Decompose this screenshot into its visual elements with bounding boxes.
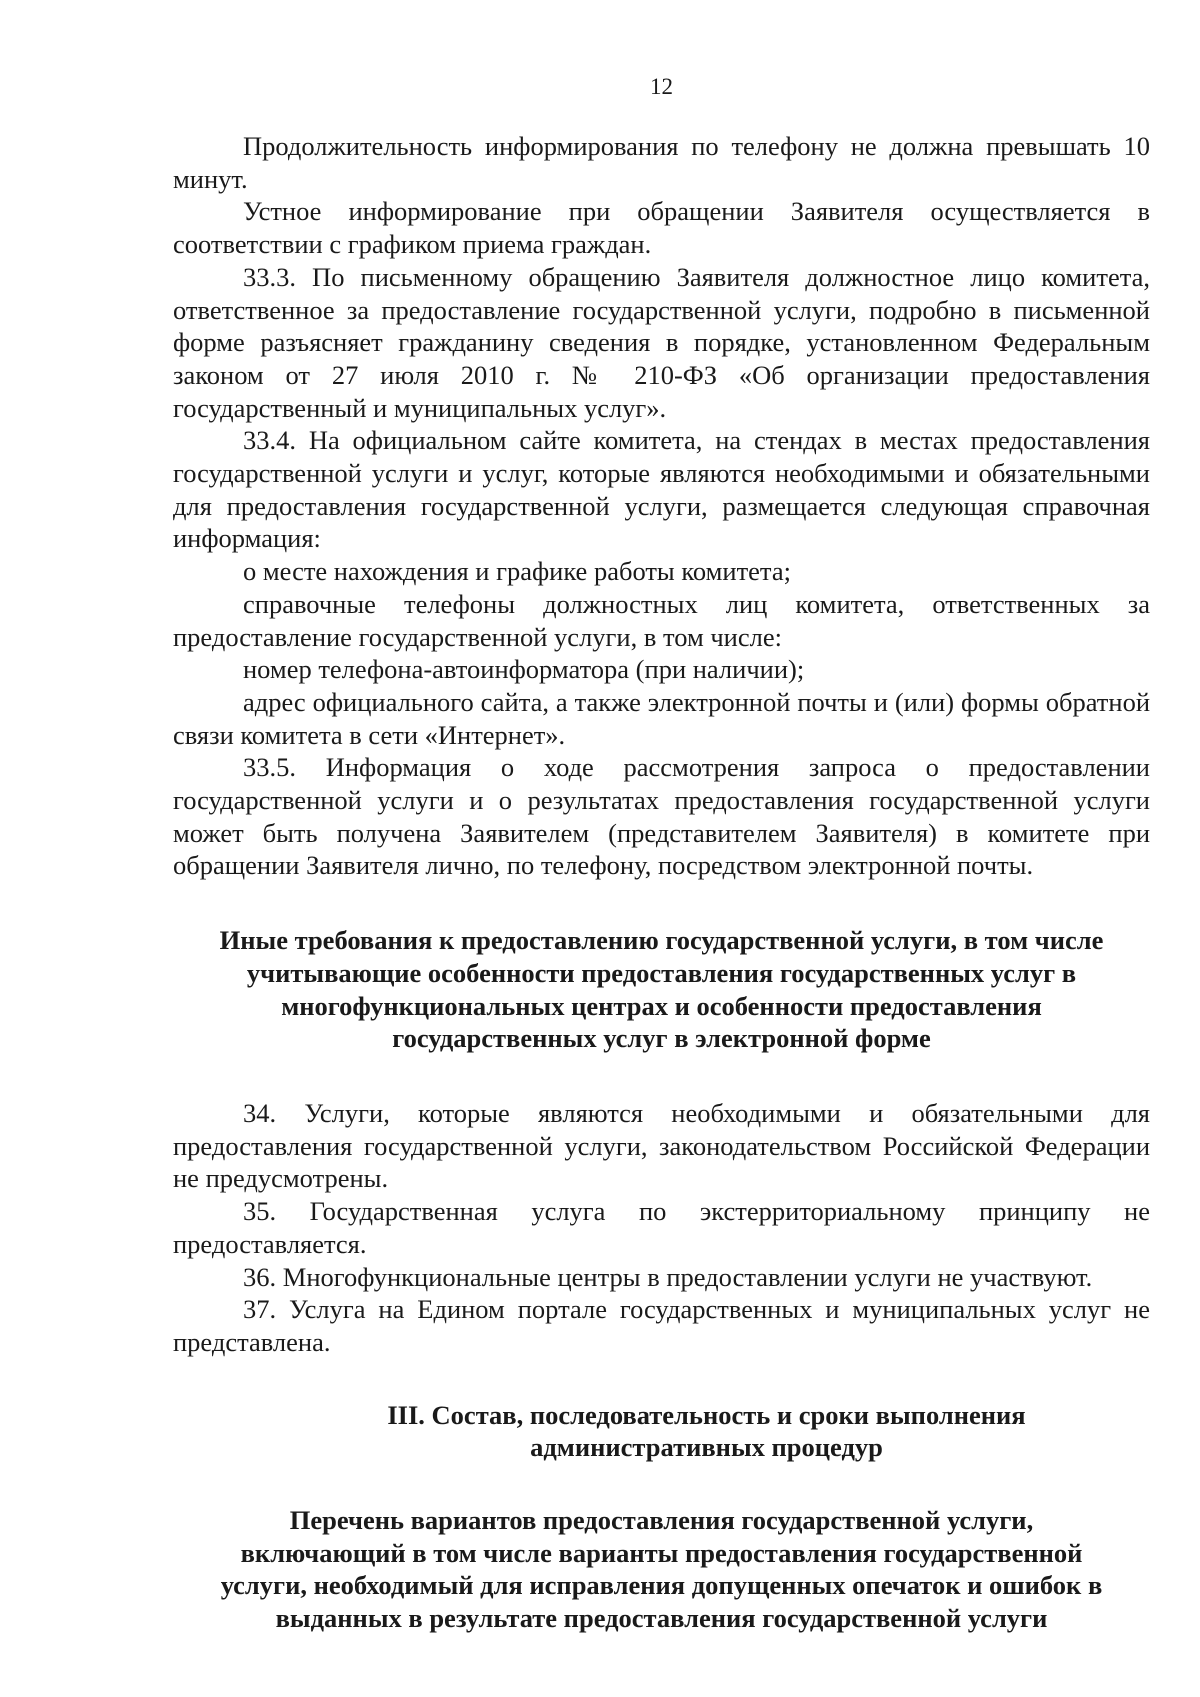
paragraph-33-3: 33.3. По письменному обращению Заявителя должностное лицо комитета, ответственное за предоставление государственной услуги, подробно в письменной форме разъясняет гражданину сведения в порядке, установленном Федеральным законом от 27 июля 2010 г. № 210-ФЗ «Об организации предоставления государственный и муниципальных услуг». <box>173 261 1150 423</box>
heading-variants-list <box>173 1504 1150 1635</box>
heading-line: выданных в результате предоставления государственной услуги <box>275 1603 1048 1634</box>
paragraph-website-address: адрес официального сайта, а также электронной почты и (или) формы обратной связи комитета в сети «Интернет». <box>173 686 1150 750</box>
paragraph-34: 34. Услуги, которые являются необходимыми и обязательными для предоставления государственной услуги, законодательством Российской Федерации не предусмотрены. <box>173 1097 1150 1194</box>
page-number: 12 <box>650 74 673 99</box>
heading-line: Перечень вариантов предоставления государственной услуги, <box>289 1505 1034 1536</box>
section-3-title <box>173 1399 1150 1464</box>
heading-line: включающий в том числе варианты предоставления государственной <box>240 1537 1083 1568</box>
paragraph-36: 36. Многофункциональные центры в предоставлении услуги не участвуют. <box>243 1261 1093 1292</box>
document-body <box>173 130 1150 1635</box>
heading-line: государственных услуг в электронной форме <box>392 1023 931 1054</box>
paragraph-33-4: 33.4. На официальном сайте комитета, на стендах в местах предоставления государственной услуги и услуг, которые являются необходимыми и обязательными для предоставления государственной услуги, размещается следующая справочная информация: <box>173 425 1150 554</box>
paragraph-location-schedule: о месте нахождения и графике работы комитета; <box>243 556 791 587</box>
heading-other-requirements <box>173 924 1150 1055</box>
paragraph-oral-informing: Устное информирование при обращении Заявителя осуществляется в соответствии с графиком приема граждан. <box>173 196 1150 260</box>
heading-line: Иные требования к предоставлению государственной услуги, в том числе <box>219 925 1104 956</box>
paragraph-phone-duration: Продолжительность информирования по телефону не должна превышать 10 минут. <box>173 131 1150 194</box>
section-title-line: III. Состав, последовательность и сроки выполнения <box>387 1399 1026 1430</box>
heading-line: учитывающие особенности предоставления государственных услуг в <box>246 957 1077 988</box>
document-page <box>173 0 1150 1697</box>
heading-line: услуги, необходимый для исправления допущенных опечаток и ошибок в <box>220 1570 1103 1601</box>
paragraph-33-5: 33.5. Информация о ходе рассмотрения запроса о предоставлении государственной услуги и о результатах предоставления государственной услуги может быть получена Заявителем (представителем Заявителя) в комитете при обращении Заявителя лично, по телефону, посредством электронной почты. <box>173 752 1150 881</box>
section-title-line: административных процедур <box>530 1432 883 1463</box>
paragraph-35: 35. Государственная услуга по экстерриториальному принципу не предоставляется. <box>173 1196 1150 1259</box>
paragraph-reference-phones: справочные телефоны должностных лиц комитета, ответственных за предоставление государственной услуги, в том числе: <box>173 588 1150 652</box>
paragraph-37: 37. Услуга на Едином портале государственных и муниципальных услуг не представлена. <box>173 1294 1150 1357</box>
heading-line: многофункциональных центрах и особенности предоставления <box>281 990 1042 1021</box>
paragraph-autoinformer: номер телефона-автоинформатора (при наличии); <box>243 654 805 685</box>
